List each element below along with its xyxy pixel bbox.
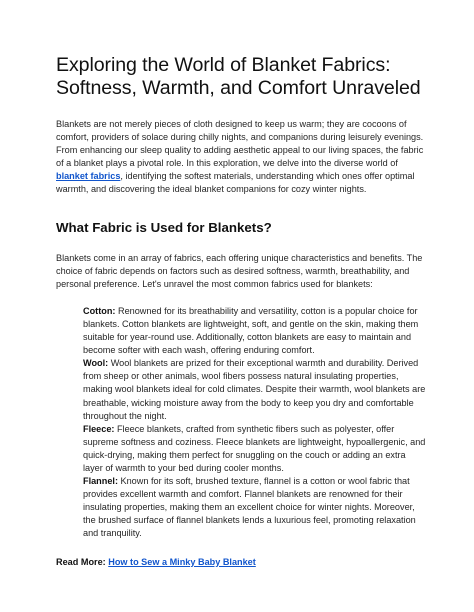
fabric-item-fleece — [83, 423, 426, 475]
section-heading: What Fabric is Used for Blankets? — [56, 219, 272, 235]
fabric-list — [83, 305, 426, 541]
fabric-item-cotton — [83, 305, 426, 357]
fabric-name: Cotton: — [83, 305, 116, 316]
page-title: Exploring the World of Blanket Fabrics: Softness, Warmth, and Comfort Unraveled — [56, 54, 421, 99]
intro-text-after: , identifying the softest materials, understanding which ones offer optimal warmth, and discovering the ideal blanket companions for cozy winter nights. — [56, 171, 415, 195]
fabric-description: Wool blankets are prized for their exceptional warmth and durability. Derived from sheep or other animals, wool fibers possess natural insulating properties, making wool blankets ideal for cold climates. Despite their warmth, wool blankets are breathable, wicking moisture away from the body to keep you dry and comfortable throughout the night. — [83, 358, 426, 421]
read-more-line — [56, 556, 426, 569]
fabric-description: Renowned for its breathability and versatility, cotton is a popular choice for blankets. Cotton blankets are lightweight, soft, and gentle on the skin, making them suitable for year-round use. Additionally, cotton blankets are easy to maintain and become softer with each wash, offering enduring comfort. — [83, 305, 419, 356]
fabric-description: Fleece blankets, crafted from synthetic fibers such as polyester, offer supreme softness and coziness. Fleece blankets are lightweight, hypoallergenic, and quick-drying, making them perfect for snuggling on the couch or adding an extra layer of warmth to your bed during cooler months. — [83, 423, 426, 473]
fabric-name: Flannel: — [83, 476, 118, 487]
blanket-fabrics-link[interactable]: blanket fabrics — [56, 171, 121, 182]
intro-paragraph — [56, 118, 426, 197]
document-page — [56, 54, 426, 569]
fabric-description: Known for its soft, brushed texture, flannel is a cotton or wool fabric that provides excellent warmth and comfort. Flannel blankets are renowned for their insulating properties, making them an excellent choice for winter nights. Moreover, the brushed surface of flannel blankets lends a luxurious feel, promoting relaxation and tranquility. — [83, 476, 416, 539]
read-more-link[interactable]: How to Sew a Minky Baby Blanket — [108, 556, 256, 567]
read-more-label: Read More: — [56, 556, 109, 567]
section-lead-paragraph: Blankets come in an array of fabrics, each offering unique characteristics and benefits. The choice of fabric depends on factors such as desired softness, warmth, breathability, and personal preference. Let's unravel the most common fabrics used for blankets: — [56, 252, 423, 289]
intro-text-before: Blankets are not merely pieces of cloth designed to keep us warm; they are cocoons of comfort, providers of solace during chilly nights, and companions during leisurely evenings. From enhancing our sleep quality to adding aesthetic appeal to our living spaces, the fabric of a blanket plays a pivotal role. In this exploration, we delve into the diverse world of — [56, 119, 424, 169]
fabric-item-flannel — [83, 475, 426, 540]
fabric-name: Fleece: — [83, 423, 115, 434]
fabric-name: Wool: — [83, 358, 109, 369]
fabric-item-wool — [83, 357, 426, 422]
